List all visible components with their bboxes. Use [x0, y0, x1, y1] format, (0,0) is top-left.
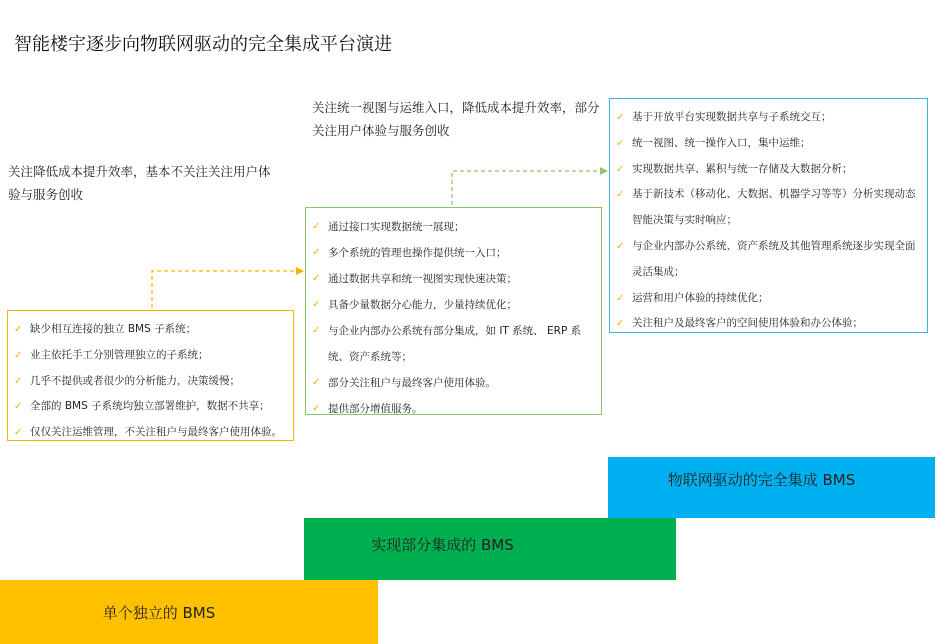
checkmark-icon: ✓	[312, 273, 321, 284]
checkmark-icon: ✓	[14, 375, 23, 387]
stage2-description: 关注统一视图与运维入口，降低成本提升效率，部分关注用户体验与服务创收	[312, 100, 600, 138]
checkmark-icon: ✓	[616, 318, 625, 330]
arrow-stage1-to-stage2	[152, 267, 304, 308]
checkmark-icon: ✓	[312, 221, 321, 232]
list-item: ✓ 与企业内部办公系统、资产系统及其他管理系统逐步实现全面灵活集成；	[616, 234, 921, 286]
stage2-step-label: 实现部分集成的 BMS	[371, 535, 514, 554]
checkmark-icon: ✓	[312, 377, 321, 388]
list-item: ✓ 仅仅关注运维管理，不关注租户与最终客户使用体验。	[14, 420, 285, 446]
list-item: ✓ 业主依托手工分别管理独立的子系统；	[14, 343, 285, 369]
stage1-description: 关注降低成本提升效率，基本不关注关注用户体验与服务创收	[8, 164, 271, 202]
stage3-step-block	[608, 457, 935, 518]
stage3-step-label: 物联网驱动的完全集成 BMS	[667, 471, 856, 489]
checkmark-icon: ✓	[616, 137, 625, 149]
list-item: ✓ 基于开放平台实现数据共享与子系统交互；	[616, 105, 921, 131]
checkmark-icon: ✓	[616, 240, 625, 252]
checkmark-icon: ✓	[312, 299, 321, 310]
checkmark-icon: ✓	[14, 349, 23, 361]
stage1-step-label: 单个独立的 BMS	[102, 603, 216, 622]
list-item: ✓ 与企业内部办公系统有部分集成，如 IT 系统、 ERP 系统、资产系统等；	[312, 318, 595, 370]
page-title: 智能楼宇逐步向物联网驱动的完全集成平台演进	[14, 34, 392, 55]
list-item: ✓ 提供部分增值服务。	[312, 396, 595, 422]
stage3-feature-list	[616, 105, 921, 337]
stage1-feature-list	[14, 317, 285, 446]
checkmark-icon: ✓	[312, 247, 321, 258]
list-item: ✓ 具备少量数据分心能力，少量持续优化；	[312, 292, 595, 318]
checkmark-icon: ✓	[14, 401, 23, 413]
checkmark-icon: ✓	[616, 112, 625, 123]
checkmark-icon: ✓	[14, 427, 23, 439]
list-item: ✓ 几乎不提供或者很少的分析能力，决策缓慢；	[14, 369, 285, 395]
list-item: ✓ 部分关注租户与最终客户使用体验。	[312, 370, 595, 396]
stage1-features-box	[7, 310, 294, 441]
list-item: ✓ 缺少相互连接的独立 BMS 子系统；	[14, 317, 285, 343]
stage2-feature-list	[312, 214, 595, 422]
list-item: ✓ 实现数据共享、累积与统一存储及大数据分析；	[616, 157, 921, 183]
checkmark-icon: ✓	[312, 325, 321, 336]
list-item: ✓ 通过接口实现数据统一展现；	[312, 214, 595, 240]
checkmark-icon: ✓	[616, 163, 625, 175]
list-item: ✓ 基于新技术（移动化、大数据、机器学习等等）分析实现动态智能决策与实时响应；	[616, 182, 921, 234]
checkmark-icon: ✓	[616, 292, 625, 304]
stage2-features-box	[305, 207, 602, 415]
checkmark-icon: ✓	[312, 403, 321, 414]
list-item: ✓ 全部的 BMS 子系统均独立部署维护，数据不共享；	[14, 394, 285, 420]
list-item: ✓ 关注租户及最终客户的空间使用体验和办公体验；	[616, 311, 921, 337]
list-item: ✓ 通过数据共享和统一视图实现快速决策；	[312, 266, 595, 292]
arrow-stage2-to-stage3	[452, 167, 608, 205]
list-item: ✓ 多个系统的管理也操作提供统一入口；	[312, 240, 595, 266]
checkmark-icon: ✓	[14, 324, 23, 335]
stage1-step-block	[0, 580, 378, 644]
list-item: ✓ 统一视图、统一操作入口，集中运维；	[616, 131, 921, 157]
stage2-step-block	[304, 518, 676, 580]
stage3-features-box	[609, 98, 928, 333]
list-item: ✓ 运营和用户体验的持续优化；	[616, 286, 921, 312]
checkmark-icon: ✓	[616, 189, 625, 201]
